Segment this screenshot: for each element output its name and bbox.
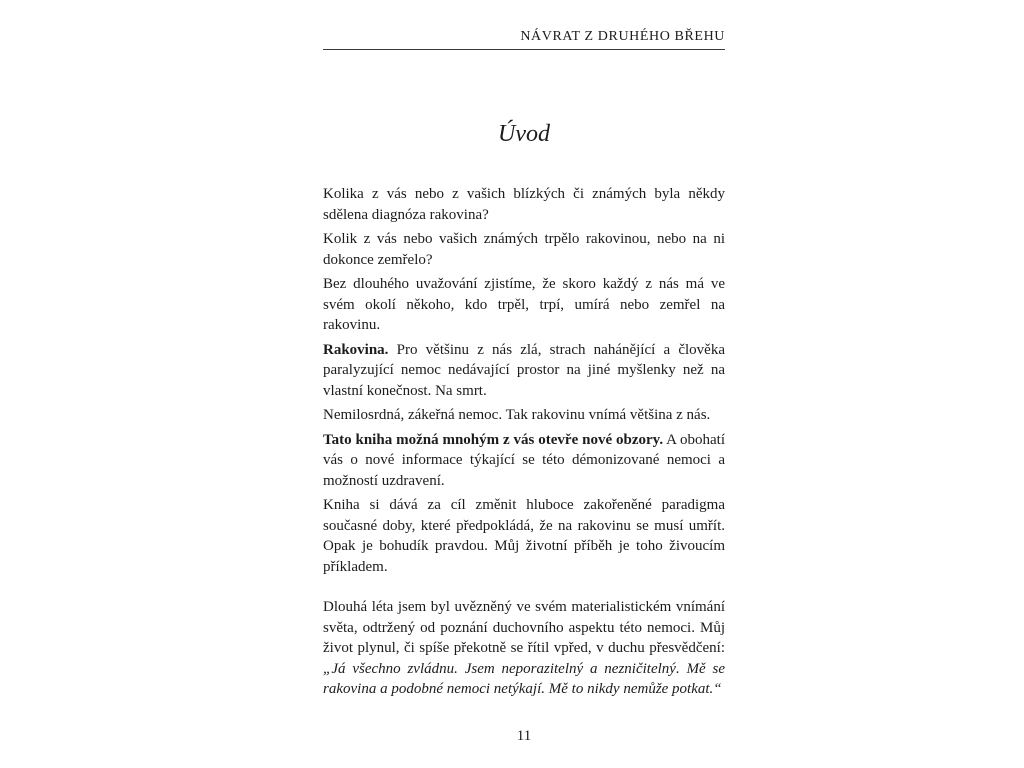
paragraph-4-bold: Rakovina.: [323, 341, 389, 358]
paragraph-3: Bez dlouhého uvažování zjistíme, že skoro každý z nás má ve svém okolí někoho, kdo trpěl, trpí, umírá nebo zemřel na rakovinu.: [323, 276, 725, 333]
running-title: NÁVRAT Z DRUHÉHO BŘEHU: [520, 29, 725, 44]
paragraph-7: Kniha si dává za cíl změnit hluboce zakořeněné paradigma současné doby, které předpokládá, že na rakovinu se musí umřít. Opak je bohudík pravdou. Můj životní příběh je toho živoucím příkladem.: [323, 497, 725, 575]
paragraph-2: Kolik z vás nebo vašich známých trpělo rakovinou, nebo na ni dokonce zemřelo?: [323, 231, 725, 268]
paragraph-8-quote: „Já všechno zvládnu. Jsem neporazitelný a nezničitelný. Mě se rakovina a podobné nemoci netýkají. Mě to nikdy nemůže potkat.“: [323, 660, 725, 697]
paragraph-8-text: Dlouhá léta jsem byl uvězněný ve svém materialistickém vnímání světa, odtržený od poznání duchovního aspektu této nemoci. Můj život plynul, či spíše překotně se řítil vpřed, v duchu přesvědčení:: [323, 599, 725, 656]
paragraph-4-text: Pro většinu z nás zlá, strach nahánějící a člověka paralyzující nemoc nedávající prostor na jiné myšlenky než na vlastní konečnost. Na smrt.: [323, 341, 725, 399]
chapter-title: Úvod: [498, 121, 550, 147]
body-text: [323, 184, 725, 704]
paragraph-4: [323, 340, 725, 402]
running-header: [323, 27, 725, 50]
page-number: 11: [516, 728, 532, 744]
paragraph-1: Kolika z vás nebo z vašich blízkých či známých byla někdy sdělena diagnóza rakovina?: [323, 186, 725, 223]
paragraph-5: Nemilosrdná, zákeřná nemoc. Tak rakovinu vnímá většina z nás.: [323, 407, 711, 423]
paragraph-6-bold: Tato kniha možná mnohým z vás otevře nové obzory.: [323, 431, 664, 448]
paragraph-6-text: A obohatí vás o nové informace týkající se této démonizované nemoci a možností uzdravení.: [323, 431, 726, 489]
paragraph-6: [323, 430, 725, 492]
paragraph-8: [323, 597, 725, 700]
